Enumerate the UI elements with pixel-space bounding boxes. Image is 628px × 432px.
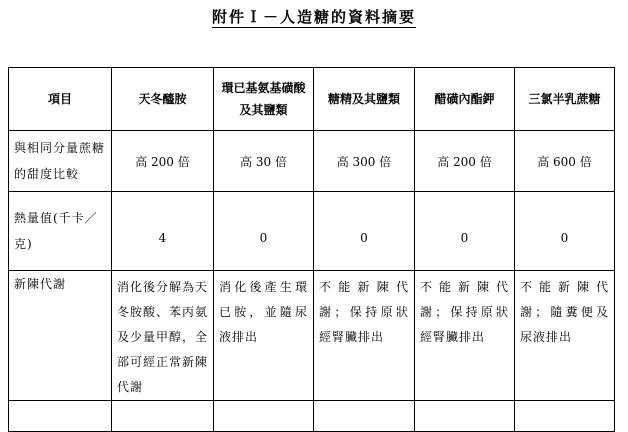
cell-calories-saccharin: 0 [314,192,415,271]
table-row-sweetness [9,131,615,192]
column-header-cyclamate: 環已基氨基磺酸及其鹽類 [214,68,314,131]
summary-table [8,67,615,432]
cell-continued [112,401,214,432]
cell-sweetness-sucralose: 高 600 倍 [515,131,615,192]
cell-metabolism-sucralose: 不能新陳代謝；隨糞便及尿液排出 [515,271,615,401]
column-header-saccharin: 糖精及其鹽類 [314,68,415,131]
row-label-metabolism: 新陳代謝 [9,271,112,401]
cell-sweetness-aspartame: 高 200 倍 [112,131,214,192]
cell-continued [314,401,415,432]
cell-continued [515,401,615,432]
cell-metabolism-cyclamate: 消化後產生環已胺，並隨尿液排出 [214,271,314,401]
document-title-text: 附件Ｉ－人造糖的資料摘要 [211,8,416,26]
column-header-item: 項目 [9,68,112,131]
cell-continued [9,401,112,432]
cell-sweetness-cyclamate: 高 30 倍 [214,131,314,192]
cell-metabolism-acesulfame: 不能新陳代謝；保持原狀經腎臟排出 [415,271,515,401]
header-row [9,68,615,131]
cell-metabolism-aspartame: 消化後分解為天冬胺酸、苯丙氨及少量甲醇，全部可經正常新陳代謝 [112,271,214,401]
table-row-metabolism [9,271,615,401]
row-label-calories: 熱量值(千卡／克) [9,192,112,271]
cell-sweetness-acesulfame: 高 200 倍 [415,131,515,192]
cell-continued [415,401,515,432]
column-header-aspartame: 天冬醯胺 [112,68,214,131]
cell-sweetness-saccharin: 高 300 倍 [314,131,415,192]
table-row-continued [9,401,615,432]
cell-metabolism-saccharin: 不能新陳代謝；保持原狀經腎臟排出 [314,271,415,401]
cell-calories-cyclamate: 0 [214,192,314,271]
column-header-acesulfame: 醋磺內酯鉀 [415,68,515,131]
cell-calories-aspartame: 4 [112,192,214,271]
document-title [0,6,628,27]
cell-continued [214,401,314,432]
cell-calories-acesulfame: 0 [415,192,515,271]
table-row-calories [9,192,615,271]
column-header-sucralose: 三氯半乳蔗糖 [515,68,615,131]
cell-calories-sucralose: 0 [515,192,615,271]
row-label-sweetness: 與相同分量蔗糖的甜度比較 [9,131,112,192]
